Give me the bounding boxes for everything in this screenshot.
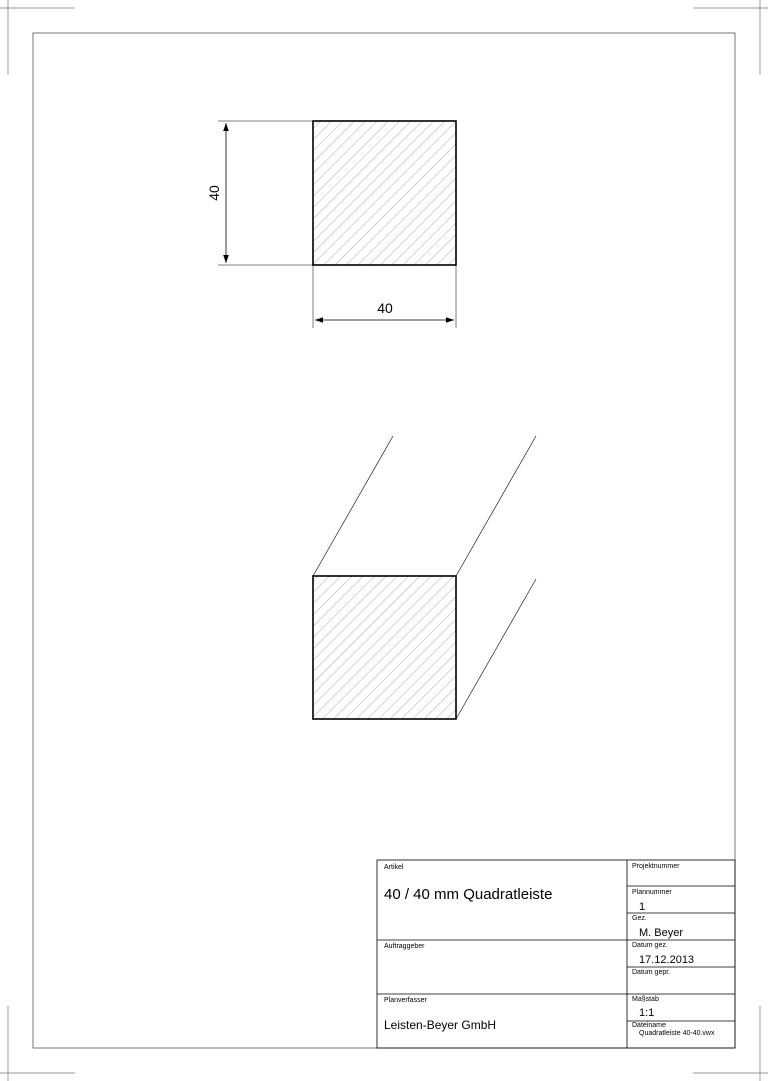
cross-section-square — [313, 121, 456, 265]
gez-value: M. Beyer — [639, 927, 684, 939]
front-view — [218, 121, 456, 328]
gez-label: Gez. — [632, 915, 647, 922]
perspective-front-face — [313, 576, 456, 719]
dateiname-label: Dateiname — [632, 1022, 666, 1029]
planverfasser-value: Leisten-Beyer GmbH — [384, 1018, 497, 1032]
planverfasser-label: Planverfasser — [384, 997, 427, 1004]
massstab-label: Ma§stab — [632, 996, 659, 1003]
datum-gez-value: 17.12.2013 — [639, 954, 695, 966]
height-dimension-text: 40 — [206, 185, 222, 201]
plannummer-value: 1 — [639, 901, 646, 913]
artikel-label: Artikel — [384, 864, 404, 871]
dateiname-value: Quadratleiste 40-40.vwx — [639, 1030, 715, 1037]
massstab-value: 1:1 — [639, 1007, 655, 1019]
projektnummer-label: Projektnummer — [632, 863, 680, 870]
width-dimension-text: 40 — [377, 300, 393, 316]
plannummer-label: Plannummer — [632, 889, 672, 896]
artikel-value: 40 / 40 mm Quadratleiste — [384, 886, 553, 903]
datum-gez-label: Datum gez. — [632, 942, 668, 949]
perspective-view — [313, 436, 536, 719]
auftraggeber-label: Auftraggeber — [384, 943, 425, 950]
datum-gepr-label: Datum gepr. — [632, 969, 671, 976]
